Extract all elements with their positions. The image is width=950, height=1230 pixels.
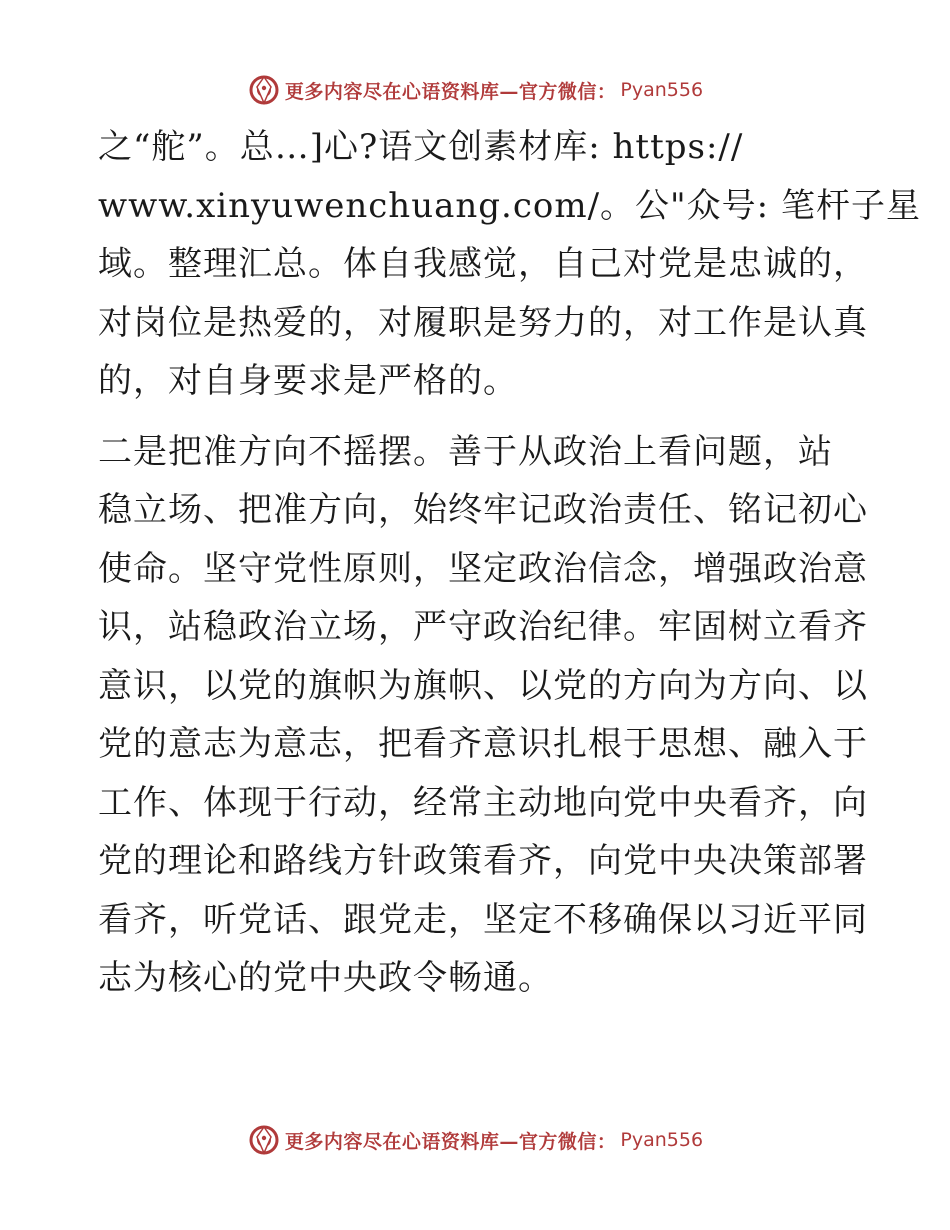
text-line: 意识，以党的旗帜为旗帜、以党的方向为方向、以: [98, 665, 868, 706]
document-body: [98, 118, 921, 1008]
text-line: 志为核心的党中央政令畅通。: [98, 958, 553, 998]
footer-watermark: [0, 1120, 950, 1160]
pen-nib-logo-icon: [247, 1123, 281, 1157]
text-line: 二是把准方向不摇摆。善于从政治上看问题，站: [98, 431, 833, 472]
text-line: 之“舵”。总…]心?语文创素材库: https://: [98, 127, 744, 167]
text-line: 使命。坚守党性原则，坚定政治信念，增强政治意: [98, 548, 868, 589]
text-line: www.xinyuwenchuang.com/。公"众号: 笔杆子星: [98, 185, 921, 226]
watermark-wechat-id: Pyan556: [620, 1129, 704, 1151]
text-line: 看齐，听党话、跟党走，坚定不移确保以习近平同: [98, 899, 868, 940]
pen-nib-logo-icon: [247, 73, 281, 107]
watermark-text: 更多内容尽在心语资料库—官方微信：: [284, 1130, 617, 1153]
header-watermark: [0, 70, 950, 110]
text-line: 对岗位是热爱的，对履职是努力的，对工作是认真: [98, 302, 868, 343]
text-line: 党的理论和路线方针政策看齐，向党中央决策部署: [98, 841, 868, 881]
text-line: 域。整理汇总。体自我感觉，自己对党是忠诚的，: [98, 244, 868, 284]
text-line: 的，对自身要求是严格的。: [98, 361, 518, 401]
watermark-wechat-id: Pyan556: [620, 79, 704, 101]
watermark-text: 更多内容尽在心语资料库—官方微信：: [284, 80, 617, 103]
text-line: 工作、体现于行动，经常主动地向党中央看齐，向: [98, 782, 868, 823]
text-line: 稳立场、把准方向，始终牢记政治责任、铭记初心: [98, 490, 868, 530]
text-line: 党的意志为意志，把看齐意识扎根于思想、融入于: [98, 724, 868, 764]
paragraph-2: [98, 423, 868, 1008]
text-line: 识，站稳政治立场，严守政治纪律。牢固树立看齐: [98, 607, 868, 647]
paragraph-1: [98, 118, 921, 411]
